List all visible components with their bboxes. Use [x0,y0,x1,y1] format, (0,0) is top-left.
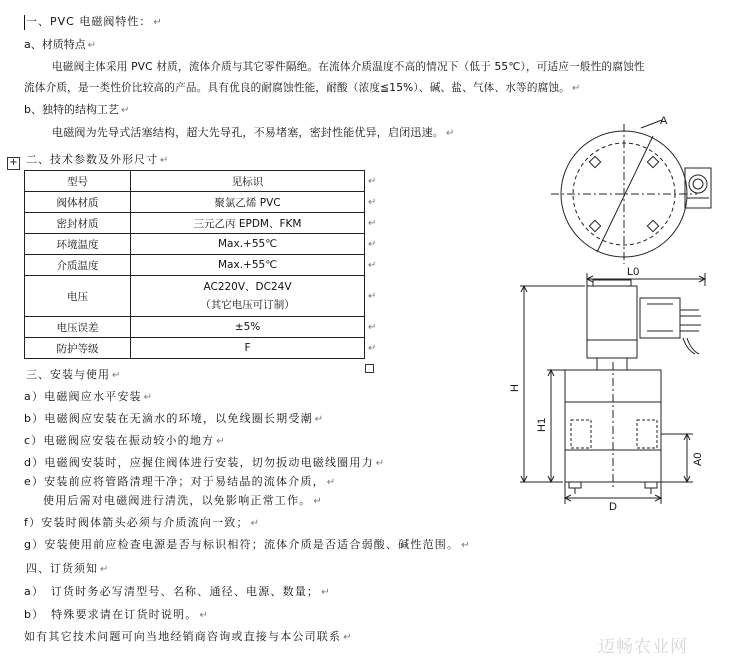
label-d: D [609,501,617,513]
text-cursor [24,15,25,30]
table-row [25,192,383,213]
install-item: g）安装使用前应检查电源是否与标识相符；流体介质是否适合弱酸、碱性范围。 ↵ [24,538,471,551]
table-key: 电压误差 [25,317,131,338]
table-key: 电压 [25,276,131,317]
table-value: ±5% [131,317,365,338]
voltage-line2: （其它电压可订制） [200,299,295,311]
section-1a-title: a、材质特点 ↵ [24,38,97,51]
table-row [25,234,383,255]
section-4-title: 四、订货须知 ↵ [26,562,110,575]
voltage-line1: AC220V、DC24V [203,281,292,293]
install-item: a）电磁阀应水平安装 ↵ [24,390,154,403]
table-key: 环境温度 [25,234,131,255]
row-end-mark: ↵ [368,238,377,250]
table-row [25,338,383,359]
top-view [551,120,711,264]
table-value: 见标识 [131,171,365,192]
install-item: d）电磁阀安装时，应握住阀体进行安装，切勿扳动电磁线圈用力 ↵ [24,456,386,469]
table-value: Max.+55℃ [131,234,365,255]
table-value: 聚氯乙烯 PVC [131,192,365,213]
table-row [25,255,383,276]
footer-note: 如有其它技术问题可向当地经销商咨询或直接与本公司联系 ↵ [24,630,353,643]
row-end-mark: ↵ [368,196,377,208]
row-end-mark: ↵ [368,342,377,354]
label-a0: A0 [692,452,704,466]
install-item: c）电磁阀应安装在振动较小的地方 ↵ [24,434,226,447]
install-item: b）电磁阀应安装在无滴水的环境，以免线圈长期受潮 ↵ [24,412,325,425]
install-item: e）安装前应将管路清理干净；对于易结晶的流体介质， ↵ [24,475,337,488]
table-key: 密封材质 [25,213,131,234]
table-move-handle[interactable]: + [7,157,20,170]
table-resize-handle[interactable] [365,364,374,373]
table-key: 型号 [25,171,131,192]
table-row [25,213,383,234]
side-view [520,273,705,504]
table-row [25,317,383,338]
order-item: b） 特殊要求请在订货时说明。 ↵ [24,608,210,621]
section-1b-paragraph: 电磁阀为先导式活塞结构，超大先导孔，不易堵塞，密封性能优异，启闭迅速。 ↵ [52,126,455,139]
table-value [131,276,365,317]
table-key: 阀体材质 [25,192,131,213]
table-row [25,171,383,192]
row-end-mark: ↵ [368,217,377,229]
label-a: A [660,115,668,127]
table-key: 介质温度 [25,255,131,276]
table-value: Max.+55℃ [131,255,365,276]
spec-table [24,170,383,359]
table-key: 防护等级 [25,338,131,359]
row-end-mark: ↵ [368,321,377,333]
table-value: F [131,338,365,359]
table-row [25,276,383,317]
table-value: 三元乙丙 EPDM、FKM [131,213,365,234]
label-l0: L0 [627,266,640,278]
section-3-title: 三、安装与使用 ↵ [26,368,122,381]
section-1a-paragraph-line2: 流体介质，是一类性价比较高的产品。具有优良的耐腐蚀性能，耐酸（浓度≦15%）、碱、盐、气体、水等的腐蚀。 ↵ [24,82,581,94]
label-h1: H1 [536,417,548,432]
order-item: a） 订货时务必写清型号、名称、通径、电源、数量； ↵ [24,585,331,598]
label-h: H [509,384,521,392]
row-end-mark: ↵ [368,175,377,187]
section-1a-paragraph-line1: 电磁阀主体采用 PVC 材质，流体介质与其它零件隔绝。在流体介质温度不高的情况下（低于 55℃），可适应一般性的腐蚀性 [52,61,645,73]
row-end-mark: ↵ [368,259,377,271]
valve-dimension-drawing [509,110,725,513]
row-end-mark: ↵ [368,290,377,302]
section-1-title: 一、PVC 电磁阀特性： ↵ [26,15,163,28]
install-item: f）安装时阀体箭头必须与介质流向一致； ↵ [24,516,261,529]
install-item-continuation: 使用后需对电磁阀进行清洗，以免影响正常工作。 ↵ [43,494,323,507]
section-1b-title: b、独特的结构工艺 ↵ [24,103,130,116]
watermark: 迈畅农业网 [598,637,688,657]
section-2-title: 二、技术参数及外形尺寸 ↵ [26,153,170,166]
